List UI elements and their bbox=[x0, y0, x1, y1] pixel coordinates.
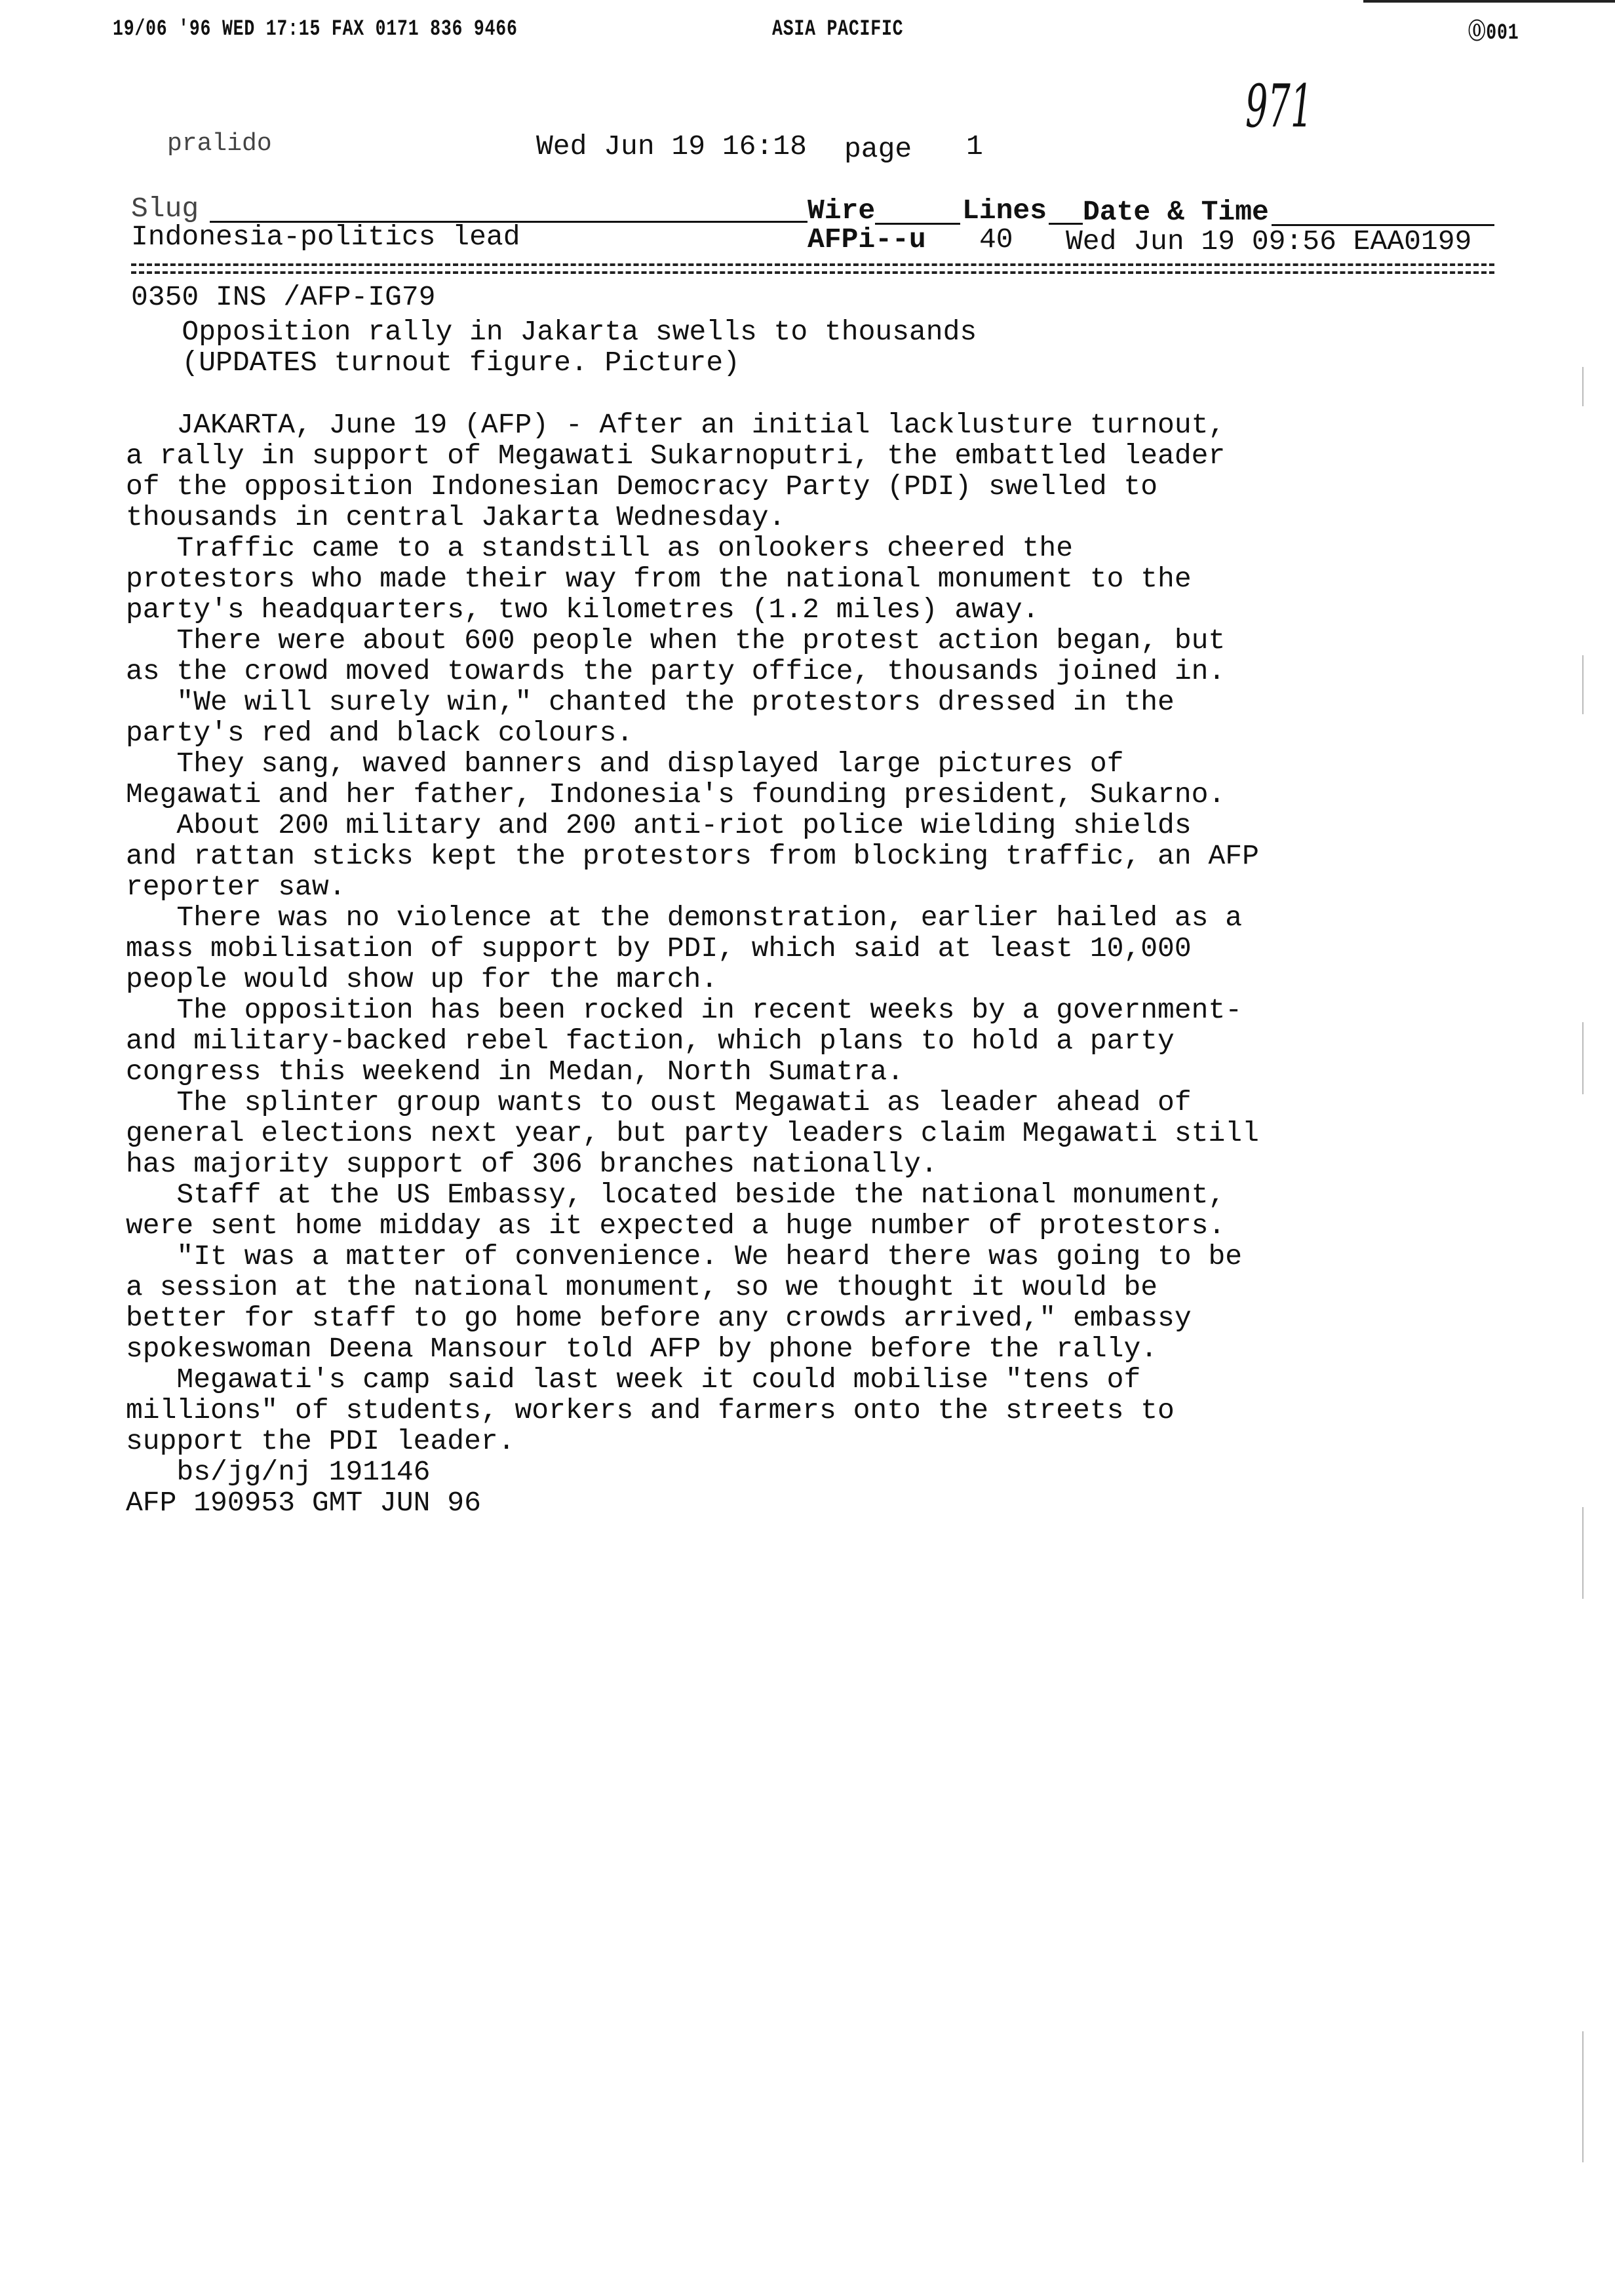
fax-header-page-number: ⓪001 bbox=[1468, 21, 1519, 46]
margin-mark bbox=[1582, 2031, 1584, 2162]
body-line: "We will surely win," chanted the protestors dressed in the bbox=[126, 686, 1175, 718]
print-datetime: Wed Jun 19 16:18 bbox=[536, 130, 807, 163]
body-line: There was no violence at the demonstration, earlier hailed as a bbox=[126, 902, 1243, 934]
wire-value: AFPi--u bbox=[808, 223, 926, 256]
margin-mark bbox=[1582, 1507, 1584, 1599]
page-label: page bbox=[844, 133, 912, 165]
body-line: About 200 military and 200 anti-riot police wielding shields bbox=[126, 809, 1192, 841]
body-line: a session at the national monument, so we thought it would be bbox=[126, 1271, 1158, 1303]
body-line: of the opposition Indonesian Democracy Party (PDI) swelled to bbox=[126, 470, 1158, 503]
scan-edge-mark bbox=[1363, 0, 1615, 3]
wire-header: Wire bbox=[808, 195, 876, 227]
body-line: The opposition has been rocked in recent weeks by a government- bbox=[126, 994, 1243, 1026]
body-line: general elections next year, but party leaders claim Megawati still bbox=[126, 1117, 1259, 1149]
story-body bbox=[126, 410, 1259, 1518]
page-number: 1 bbox=[966, 130, 983, 163]
story-update-note: (UPDATES turnout figure. Picture) bbox=[131, 347, 740, 379]
slug-header: Slug bbox=[131, 193, 199, 225]
body-line: were sent home midday as it expected a huge number of protestors. bbox=[126, 1210, 1226, 1242]
body-line: protestors who made their way from the national monument to the bbox=[126, 563, 1192, 595]
lines-value: 40 bbox=[979, 223, 1013, 256]
fax-header-department: ASIA PACIFIC bbox=[772, 17, 904, 42]
body-line: support the PDI leader. bbox=[126, 1425, 515, 1457]
body-line: congress this weekend in Medan, North Sumatra. bbox=[126, 1056, 904, 1088]
body-line: Megawati and her father, Indonesia's founding president, Sukarno. bbox=[126, 778, 1226, 811]
body-line: better for staff to go home before any crowds arrived," embassy bbox=[126, 1302, 1192, 1334]
body-line: has majority support of 306 branches nationally. bbox=[126, 1148, 938, 1180]
body-line: and military-backed rebel faction, which plans to hold a party bbox=[126, 1025, 1175, 1057]
body-line: party's red and black colours. bbox=[126, 717, 634, 749]
fax-header-transmission: 19/06 '96 WED 17:15 FAX 0171 836 9466 bbox=[113, 17, 518, 42]
body-line: AFP 190953 GMT JUN 96 bbox=[126, 1487, 481, 1519]
date-time-header: Date & Time bbox=[1083, 196, 1269, 228]
body-line: bs/jg/nj 191146 bbox=[126, 1456, 431, 1488]
body-line: "It was a matter of convenience. We heard there was going to be bbox=[126, 1240, 1243, 1272]
body-line: as the crowd moved towards the party office, thousands joined in. bbox=[126, 655, 1226, 687]
body-line: There were about 600 people when the protest action began, but bbox=[126, 624, 1226, 657]
body-line: mass mobilisation of support by PDI, which said at least 10,000 bbox=[126, 932, 1192, 965]
margin-mark bbox=[1582, 367, 1584, 406]
body-line: Staff at the US Embassy, located beside the national monument, bbox=[126, 1179, 1226, 1211]
body-line: JAKARTA, June 19 (AFP) - After an initial lacklusture turnout, bbox=[126, 409, 1226, 441]
body-line: and rattan sticks kept the protestors from blocking traffic, an AFP bbox=[126, 840, 1259, 872]
handwritten-note: 971 bbox=[1245, 72, 1313, 141]
separator-line-2 bbox=[131, 271, 1494, 274]
body-line: party's headquarters, two kilometres (1.2 miles) away. bbox=[126, 594, 1040, 626]
lines-underline bbox=[1049, 223, 1083, 225]
body-line: Traffic came to a standstill as onlookers cheered the bbox=[126, 532, 1074, 564]
body-line: millions" of students, workers and farmers onto the streets to bbox=[126, 1394, 1175, 1426]
margin-mark bbox=[1582, 655, 1584, 714]
margin-mark bbox=[1582, 1022, 1584, 1094]
body-line: They sang, waved banners and displayed large pictures of bbox=[126, 748, 1124, 780]
story-id: 0350 INS /AFP-IG79 bbox=[131, 281, 436, 313]
separator-line-1 bbox=[131, 263, 1494, 266]
slug-value: Indonesia-politics lead bbox=[131, 221, 520, 253]
body-line: thousands in central Jakarta Wednesday. bbox=[126, 501, 786, 533]
story-headline: Opposition rally in Jakarta swells to thousands bbox=[131, 316, 977, 348]
body-line: reporter saw. bbox=[126, 871, 346, 903]
date-time-value: Wed Jun 19 09:56 EAA0199 bbox=[1066, 225, 1472, 258]
body-line: The splinter group wants to oust Megawati as leader ahead of bbox=[126, 1086, 1192, 1119]
print-user: pralido bbox=[167, 130, 272, 158]
body-line: spokeswoman Deena Mansour told AFP by phone before the rally. bbox=[126, 1333, 1158, 1365]
body-line: Megawati's camp said last week it could mobilise "tens of bbox=[126, 1364, 1141, 1396]
lines-header: Lines bbox=[962, 195, 1047, 227]
body-line: a rally in support of Megawati Sukarnoputri, the embattled leader bbox=[126, 440, 1226, 472]
body-line: people would show up for the march. bbox=[126, 963, 718, 995]
